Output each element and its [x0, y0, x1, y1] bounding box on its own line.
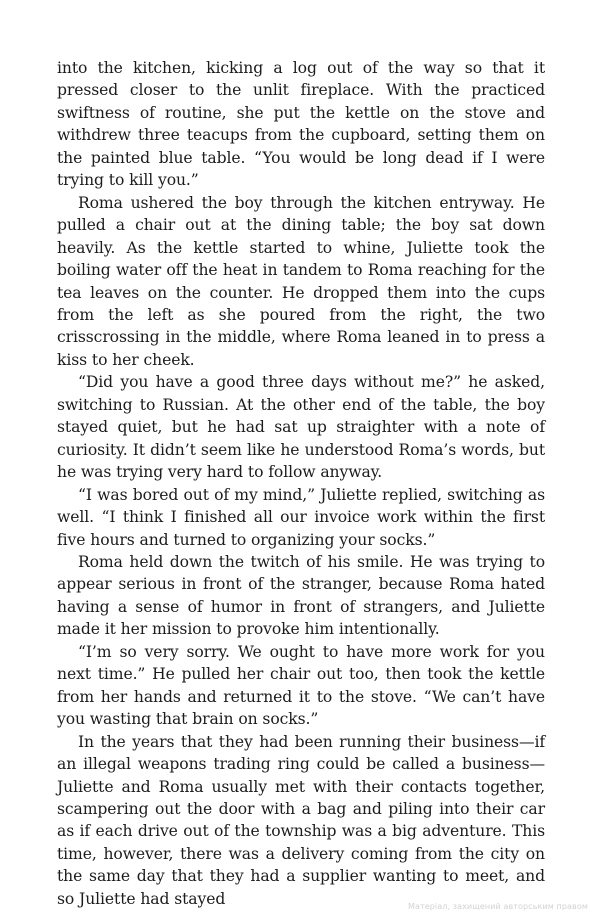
paragraph: In the years that they had been running their business—if an illegal weapons trading ring could be called a business—Juliette and Roma usually met with their contacts together, scampering out the door with a bag and piling into their car as if each drive out of the township was a big adventure. This time, however, there was a delivery coming from the city on the same day that they had a supplier wanting to meet, and so Juliette had stayed	[57, 732, 545, 908]
paragraph: “I was bored out of my mind,” Juliette replied, switching as well. “I think I finished all our invoice work within the first five hours and turned to organizing your socks.”	[57, 485, 545, 549]
paragraph: Roma held down the twitch of his smile. He was trying to appear serious in front of the stranger, because Roma hated having a sense of humor in front of strangers, and Juliette made it her mission to provoke him intentionally.	[57, 552, 545, 639]
paragraph: Roma ushered the boy through the kitchen entryway. He pulled a chair out at the dining table; the boy sat down heavily. As the kettle started to whine, Juliette took the boiling water off the heat in tandem to Roma reaching for the tea leaves on the counter. He dropped them into the cups from the left as she poured from the right, the two crisscrossing in the middle, where Roma leaned in to press a kiss to her cheek.	[57, 193, 545, 369]
copyright-watermark: Матеріал, захищений авторським правом	[407, 902, 588, 911]
paragraph: “Did you have a good three days without me?” he asked, switching to Russian. At the other end of the table, the boy stayed quiet, but he had sat up straighter with a note of curiosity. It didn’t seem like he understood Roma’s words, but he was trying very hard to follow anyway.	[57, 373, 545, 482]
paragraph-continued: into the kitchen, kicking a log out of the way so that it pressed closer to the unlit fireplace. With the practiced swiftness of routine, she put the kettle on the stove and withdrew three teacups from the cupboard, setting them on the painted blue table. “You would be long dead if I were trying to kill you.”	[57, 59, 545, 190]
paragraph: “I’m so very sorry. We ought to have more work for you next time.” He pulled her chair out too, then took the kettle from her hands and returned it to the stove. “We can’t have you wasting that brain on socks.”	[57, 642, 545, 729]
book-page-text	[57, 57, 545, 910]
